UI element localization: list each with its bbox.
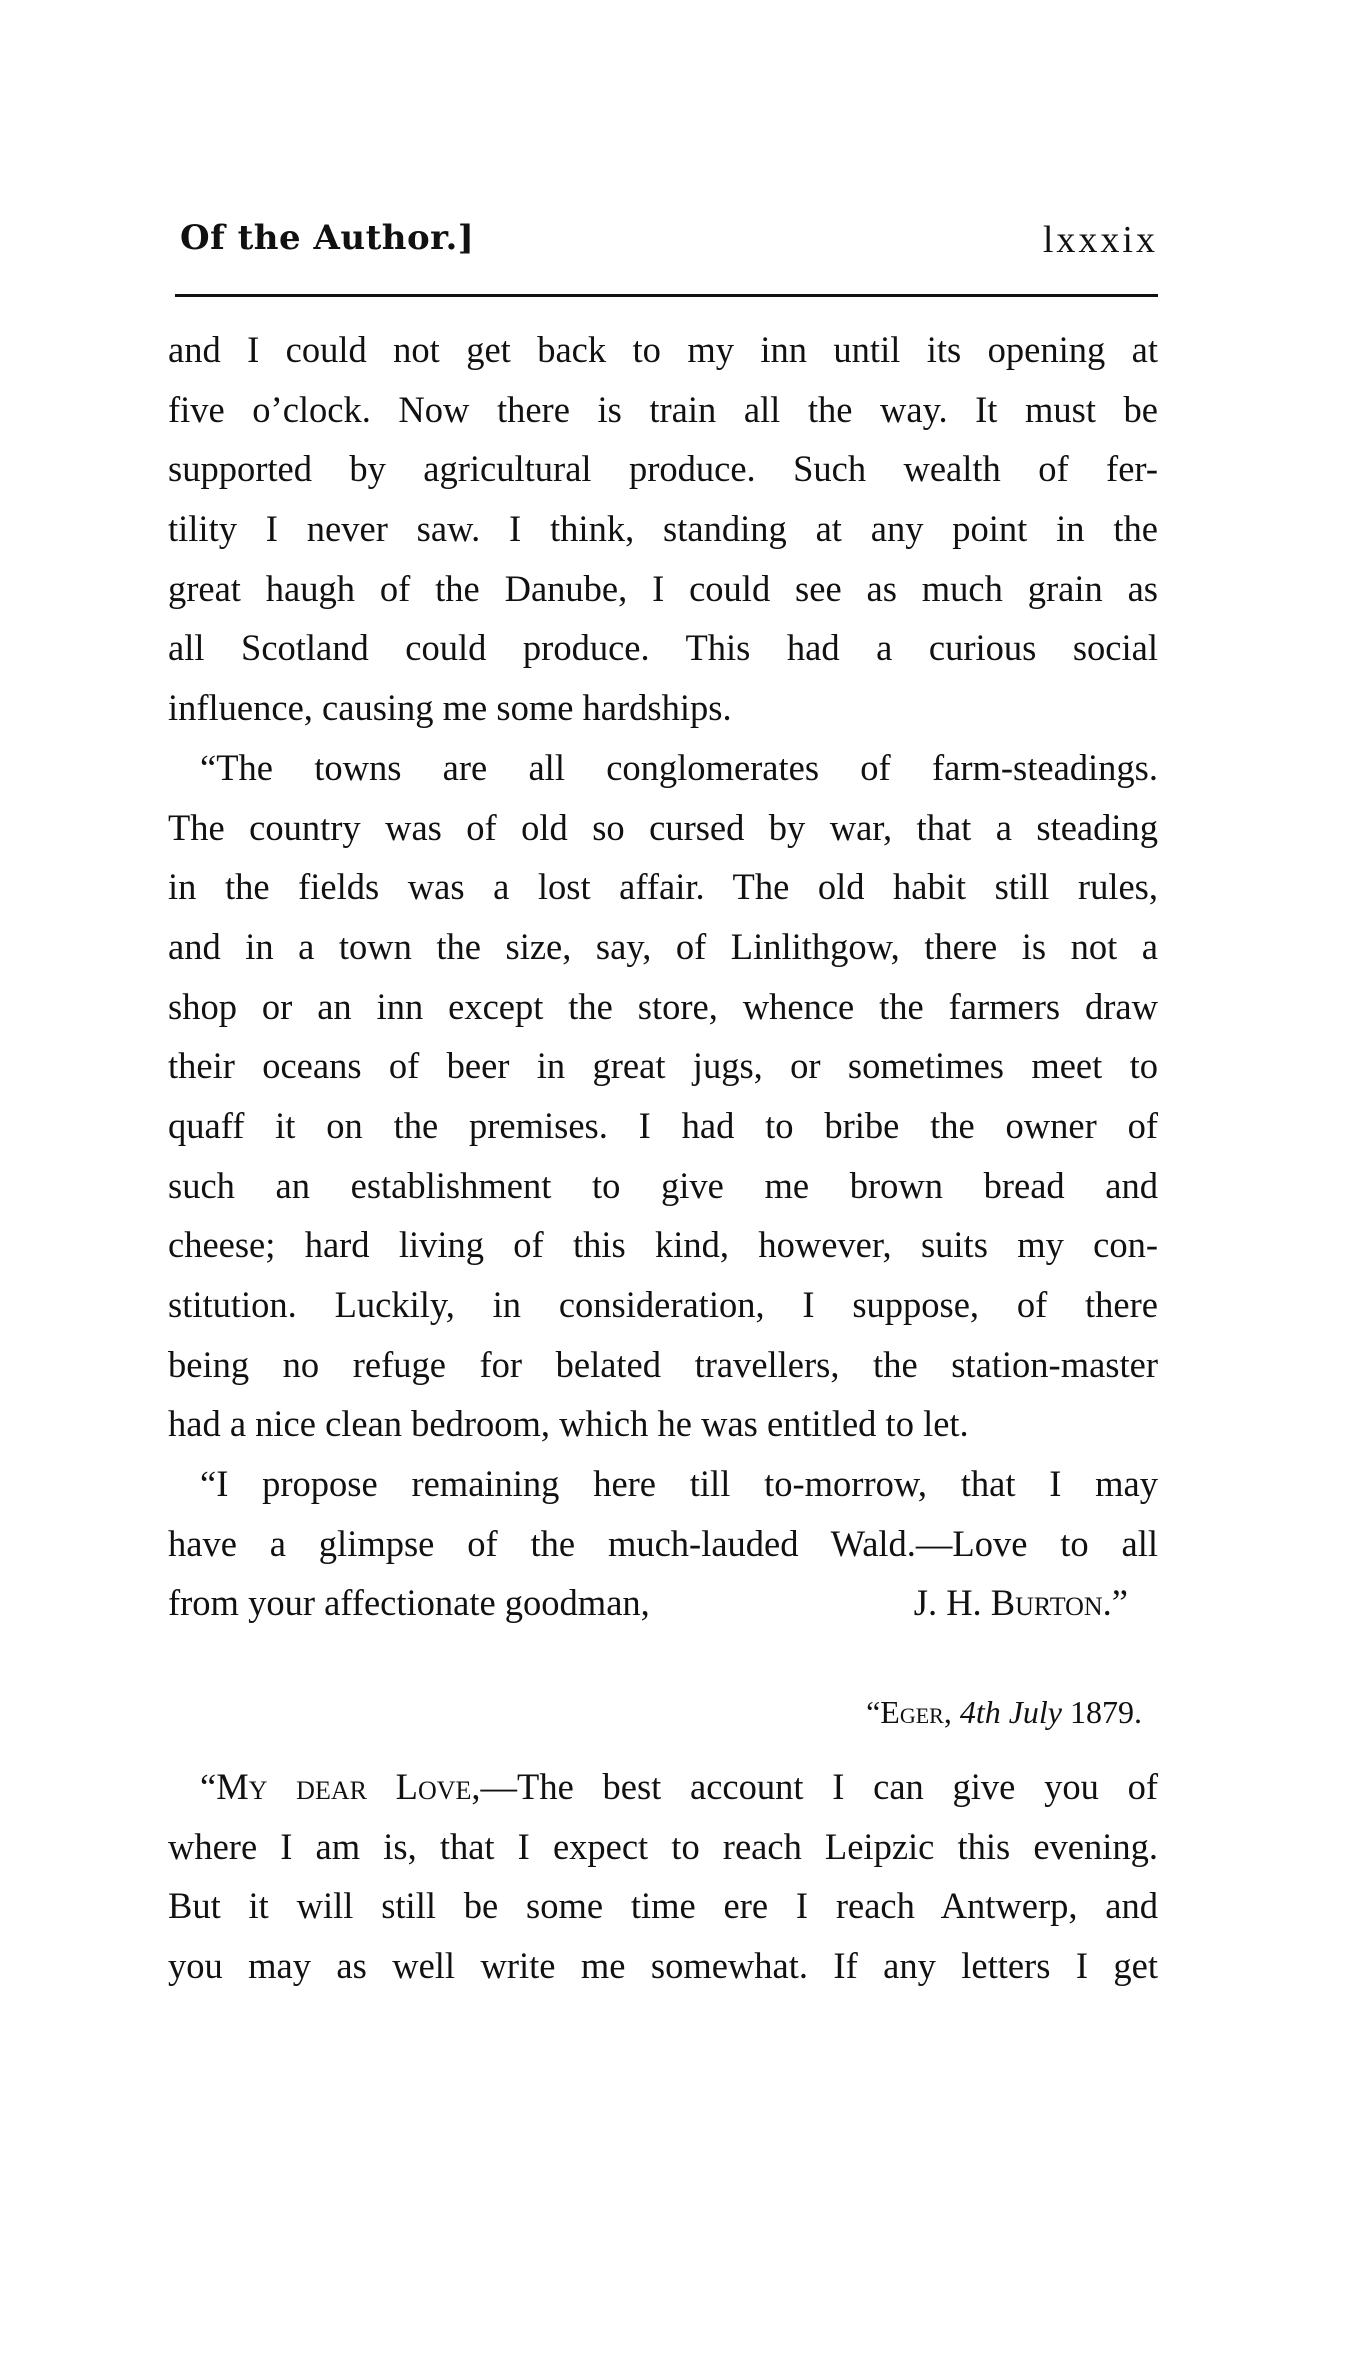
text-line: great haugh of the Danube, I could see as much grain as	[168, 567, 1158, 609]
text-line: cheese; hard living of this kind, however, suits my con-	[168, 1224, 1158, 1266]
paragraph-2	[168, 738, 1158, 1454]
text-line: “I propose remaining here till to-morrow, that I may	[200, 1463, 1158, 1505]
text-line: shop or an inn except the store, whence the farmers draw	[168, 985, 1158, 1027]
page-body	[168, 320, 1158, 1996]
text-fragment: —The best account I can give you of	[480, 1765, 1158, 1807]
text-line: where I am is, that I expect to reach Leipzic this evening.	[168, 1825, 1158, 1867]
text-line: supported by agricultural produce. Such wealth of fer-	[168, 448, 1158, 490]
paragraph-1	[168, 320, 1158, 738]
text-line: stitution. Luckily, in consideration, I suppose, of there	[168, 1284, 1158, 1325]
letter-closing: from your affectionate goodman,	[168, 1582, 650, 1624]
text-line: five o’clock. Now there is train all the way. It must be	[168, 388, 1158, 430]
text-line: tility I never saw. I think, standing at any point in the	[168, 508, 1158, 550]
text-line: you may as well write me somewhat. If any letters I get	[168, 1944, 1158, 1986]
text-line: have a glimpse of the much-lauded Wald.—Love to all	[168, 1522, 1158, 1564]
text-line: and I could not get back to my inn until its opening at	[168, 329, 1158, 370]
dateline-year: 1879.	[1070, 1694, 1142, 1731]
page-number: lxxxix	[1042, 219, 1158, 261]
text-line: their oceans of beer in great jugs, or sometimes meet to	[168, 1045, 1158, 1087]
text-line: But it will still be some time ere I reach Antwerp, and	[168, 1885, 1158, 1927]
text-line: such an establishment to give me brown bread and	[168, 1164, 1158, 1206]
dateline-place: “Eger,	[866, 1694, 952, 1731]
text-line: The country was of old so cursed by war, that a steading	[168, 806, 1158, 848]
page-header	[180, 218, 1158, 274]
paragraph-4	[168, 1757, 1158, 1996]
text-line: in the fields was a lost affair. The old habit still rules,	[168, 866, 1158, 908]
dateline-day: 4th	[959, 1694, 1001, 1731]
running-title: Of the Author.]	[180, 218, 475, 258]
dateline-month: July	[1008, 1694, 1062, 1731]
header-rule	[175, 294, 1158, 297]
text-line: influence, causing me some hardships.	[168, 687, 732, 729]
text-line	[168, 1757, 1158, 1817]
letter-signature: J. H. Burton.”	[913, 1582, 1128, 1624]
closing-line	[168, 1573, 1158, 1633]
text-line: “The towns are all conglomerates of farm-steadings.	[200, 746, 1158, 788]
paragraph-3	[168, 1454, 1158, 1633]
text-line: had a nice clean bedroom, which he was entitled to let.	[168, 1403, 969, 1445]
text-line: being no refuge for belated travellers, the station-master	[168, 1343, 1158, 1385]
letter-dateline	[168, 1683, 1158, 1743]
text-line: quaff it on the premises. I had to bribe the owner of	[168, 1104, 1158, 1146]
letter-salutation: “My dear Love,	[200, 1765, 481, 1807]
text-line: and in a town the size, say, of Linlithgow, there is not a	[168, 925, 1158, 967]
text-line: all Scotland could produce. This had a curious social	[168, 627, 1158, 669]
